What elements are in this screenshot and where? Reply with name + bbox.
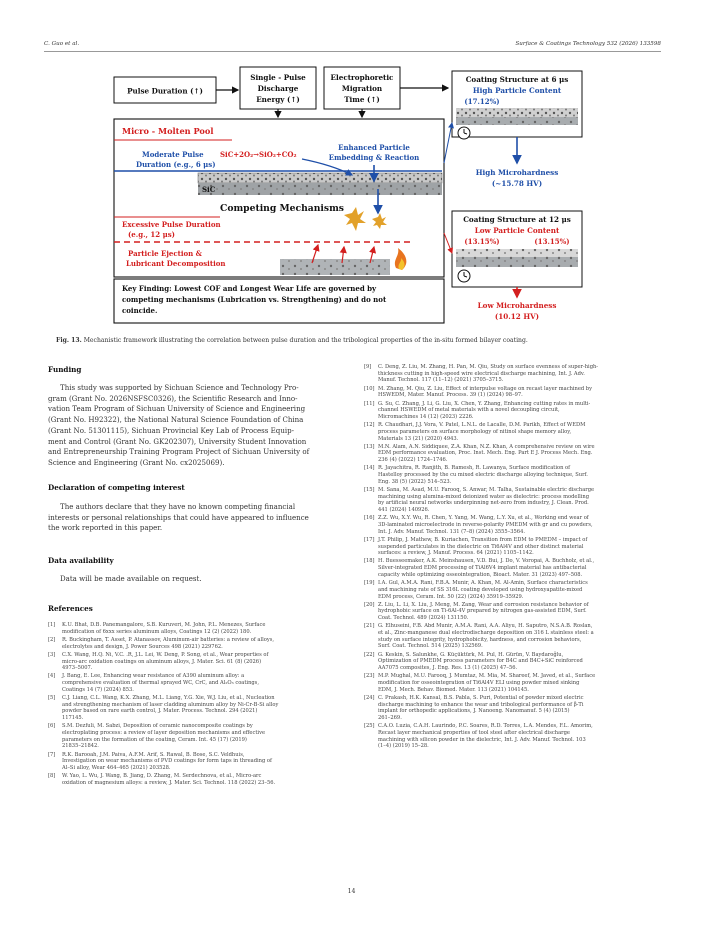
declaration-heading: Declaration of competing interest [48, 483, 185, 492]
reference-text-line: C.A.O. Luzia, C.A.H. Laurindo, P.C. Soares, R.D. Torres, L.A. Mendes, F.L. Amorim, [378, 723, 593, 730]
reference-item [364, 364, 664, 384]
svg-text:(13.15%): (13.15%) [464, 237, 500, 246]
reference-text-line: 3D-laminated microelectrode in reverse-polarity PMEDM with gr and cu powders, [378, 521, 593, 528]
reference-number: [4] [48, 673, 56, 680]
reference-number: [20] [364, 601, 375, 608]
svg-text:coincide.: coincide. [122, 306, 158, 315]
reference-item [364, 652, 664, 672]
reference-text-line: R. Jayachitra, R. Ranjith, B. Ramesh, R. Lawanya, Surface modification of [378, 465, 571, 472]
reference-text-line: Micromachines 14 (12) (2023) 2226. [378, 413, 474, 420]
header-rule [44, 51, 661, 52]
reference-text-line: 4973–5007. [62, 665, 93, 672]
svg-text:Low Particle Content: Low Particle Content [474, 226, 560, 235]
funding-heading: Funding [48, 365, 82, 374]
svg-text:Single - Pulse: Single - Pulse [250, 73, 306, 82]
references-left-column [48, 622, 348, 788]
reference-item [364, 623, 664, 650]
reference-item [48, 752, 348, 772]
reference-item [364, 580, 664, 600]
svg-text:(17.12%): (17.12%) [464, 97, 500, 106]
reference-text-line: (1–4) (2019) 15–28. [378, 743, 429, 750]
reference-text-line: Manuf. Technol. 117 (11–12) (2021) 3705–3715. [378, 377, 504, 384]
svg-text:(e.g., 12 μs): (e.g., 12 μs) [128, 230, 175, 239]
reference-text-line: machining using alumina-mixed deionized water as dielectric: process modelling [378, 493, 589, 500]
svg-text:Particle Ejection &: Particle Ejection & [128, 249, 202, 258]
reference-number: [10] [364, 385, 375, 392]
reference-text-line: 21835–21842. [62, 743, 99, 750]
reference-number: [25] [364, 723, 375, 730]
reference-text-line: and machining rate of SS 316L coating developed using hydroxyapatite-mixed [378, 586, 583, 593]
reference-text-line: Hastelloy processed by the cu mixed electric discharge alloying technique, Surf. [378, 472, 588, 479]
reference-item [48, 637, 348, 650]
reference-item [364, 515, 664, 535]
reference-text-line: modification of 6xxx series aluminum alloys, Coatings 12 (2) (2022) 180. [62, 628, 252, 635]
reference-text-line: 236 (4) (2022) 1724–1746. [378, 457, 448, 464]
svg-text:Duration (e.g., 6 μs): Duration (e.g., 6 μs) [136, 160, 216, 169]
reference-text-line: R.K. Barooah, J.M. Paiva, A.F.M. Arif, S. Rawal, B. Bose, S.C. Veldhuis, [62, 751, 245, 758]
reference-text-line: implant for orthopedic applications, J. Nanoeng. Nanomanuf. 5 (4) (2015) [378, 708, 570, 715]
reference-number: [23] [364, 673, 375, 680]
reference-text-line: powder based on rare earth control, J. Mater. Process. Technol. 294 (2021) [62, 708, 258, 715]
reference-text-line: M. Sana, M. Asad, M.U. Farooq, S. Anwar, M. Talha, Sustainable electric discharge [378, 486, 595, 493]
svg-text:Coating Structure at 12 μs: Coating Structure at 12 μs [463, 215, 571, 224]
reference-text-line: Coat. Technol. 489 (2024) 131150. [378, 615, 469, 622]
reference-text-line: by artificial neural networks underpinning net-zero from industry, J. Clean. Prod. [378, 500, 589, 507]
reference-text-line: J.T. Philip, J. Mathew, B. Kuriachen, Transition from EDM to PMEDM – impact of [378, 536, 588, 543]
reference-number: [1] [48, 622, 56, 628]
reference-text-line: K.U. Bhat, D.B. Panemangalore, S.B. Kuruveri, M. John, P.L. Menezes, Surface [62, 622, 266, 628]
reference-item [48, 652, 348, 672]
svg-text:Discharge: Discharge [257, 84, 299, 93]
reference-item [364, 723, 664, 750]
data-availability-heading: Data availability [48, 556, 114, 565]
reference-text-line: 261–269. [378, 714, 402, 721]
reference-text-line: G. Su, C. Zhang, J. Li, G. Liu, X. Chen, Y. Zhang, Enhancing cutting rates in multi- [378, 400, 591, 407]
reference-text-line: G. Keskin, S. Salunkhe, G. Küçüktürk, M. Pul, H. Gürün, V. Baydaroğlu, [378, 651, 564, 658]
reference-text-line: I.A. Gul, A.M.A. Rani, F.B.A. Munir, A. Khan, M. Al-Amin, Surface characteristics [378, 580, 588, 587]
svg-text:Moderate Pulse: Moderate Pulse [142, 150, 204, 159]
reference-text-line: discharge machining to enhance the wear and tribological performance of β-Ti [378, 701, 584, 708]
reference-text-line: oxidation of magnesium alloys: a review, J. Mater. Sci. Technol. 118 (2022) 23–56. [62, 779, 276, 786]
reference-text-line: 117145. [62, 715, 84, 722]
reference-item [48, 723, 348, 750]
reference-item [364, 537, 664, 557]
reference-text-line: parameters on the formation of the coating, Ceram. Int. 45 (17) (2019) [62, 736, 247, 743]
reference-number: [11] [364, 400, 375, 407]
running-head-authors: C. Guo et al. [44, 41, 80, 47]
svg-text:Enhanced Particle: Enhanced Particle [338, 143, 410, 152]
reference-text-line: R. Chaudhari, J.J. Vora, V. Patel, L.N.L. de Lacalle, D.M. Parikh, Effect of WEDM [378, 422, 586, 429]
reference-text-line: Recast layer mechanical properties of tool steel after electrical discharge [378, 729, 570, 736]
reference-text-line: EDM, J. Mech. Behav. Biomed. Mater. 113 (2021) 104145. [378, 686, 529, 693]
page-number: 14 [347, 888, 356, 895]
reference-number: [18] [364, 558, 375, 565]
reference-text-line: Eng. 38 (5) (2022) 514–523. [378, 478, 452, 485]
reference-text-line: Investigation on wear mechanisms of PVD coatings for form taps in threading of [62, 758, 272, 765]
references-heading: References [48, 604, 93, 613]
reference-number: [21] [364, 623, 375, 630]
svg-text:Time (↑): Time (↑) [344, 95, 380, 104]
funding-paragraph: This study was supported by Sichuan Science and Technology Pro- gram (Grant No. 2026NSFSC0326), the Scientific Research and Inno- vation Team Program of Sichuan University of Science and Engineering (Grant No. H92322), the National Natural Science Foundation of China (Grant No. 51301115), Sichuan Provincial Key Lab of Process Equip- ment and Control (Grant No. GK202307), University Student Innovation and Entrepreneurship Training Program Project of Sichuan University of Science and Engineering (Grant No. cx2025069). [48, 383, 310, 467]
svg-text:High Microhardness: High Microhardness [475, 168, 559, 177]
reference-text-line: EDM process, Ceram. Int. 50 (22) (2024) 35919–35929. [378, 593, 524, 600]
reference-number: [17] [364, 536, 375, 543]
reference-number: [7] [48, 751, 56, 758]
reference-text-line: Silver-integrated EDM processing of TiAl6V4 implant material has antibacterial [378, 565, 587, 572]
reference-text-line: surfaces: a review, J. Manuf. Process. 64 (2021) 1105–1142. [378, 550, 534, 557]
reference-text-line: process parameters on surface morphology of nitinol shape memory alloy, [378, 428, 572, 435]
reference-item [364, 602, 664, 622]
declaration-paragraph: The authors declare that they have no known competing financial interests or personal relationships that could have appeared to influence the work reported in this paper. [48, 502, 309, 533]
reference-text-line: electroplating process: a review of layer deposition mechanisms and effective [62, 730, 266, 737]
reference-text-line: EDM performance evaluation, Proc. Inst. Mech. Eng. Part E J. Process Mech. Eng. [378, 450, 593, 457]
reference-item [364, 401, 664, 421]
data-availability-text: Data will be made available on request. [60, 574, 202, 583]
reference-text-line: electrolytes and design, J. Power Sources 498 (2021) 229762. [62, 643, 223, 650]
reference-number: [19] [364, 580, 375, 587]
reference-number: [5] [48, 695, 56, 702]
reference-text-line: Coatings 14 (7) (2024) 853. [62, 686, 134, 693]
reference-item [364, 673, 664, 693]
reference-number: [12] [364, 422, 375, 429]
reference-text-line: Int. J. Adv. Manuf. Technol. 131 (7–8) (2024) 3555–3564. [378, 528, 525, 535]
svg-text:Energy (↑): Energy (↑) [256, 95, 300, 104]
reference-text-line: M.N. Alam, A.N. Siddiquee, Z.A. Khan, N.Z. Khan, A comprehensive review on wire [378, 443, 595, 450]
reference-text-line: C.J. Liang, C.L. Wang, K.X. Zhang, M.L. Liang, Y.G. Xie, W.J. Liu, et al., Nucleation [62, 695, 275, 702]
figure-13-mechanistic-framework [112, 63, 592, 331]
svg-text:(~15.78 HV): (~15.78 HV) [491, 179, 543, 188]
svg-text:Key Finding: Lowest COF and Lo: Key Finding: Lowest COF and Longest Wear Life are governed by [122, 284, 377, 293]
reference-number: [3] [48, 651, 56, 658]
reference-text-line: Al–Si alloy, Wear 464–465 (2021) 203528. [62, 765, 171, 772]
reference-text-line: Surf. Coat. Technol. 514 (2025) 132569. [378, 643, 483, 650]
reference-number: [6] [48, 723, 56, 730]
reference-text-line: Optimization of PMEDM process parameters for B4C and B4C+SiC reinforced [378, 658, 583, 665]
reference-text-line: G. Elhuseini, F.B. Abd Munir, A.M.A. Rani, A.A. Aliyu, H. Saputro, N.S.A.B. Roslan, [378, 623, 593, 630]
reference-number: [13] [364, 443, 375, 450]
svg-text:Migration: Migration [341, 84, 383, 93]
reference-item [48, 622, 348, 635]
svg-text:Low Microhardness: Low Microhardness [477, 301, 557, 310]
reference-item [364, 465, 664, 485]
reference-text-line: R. Buckingham, T. Asset, P. Atanassov, Aluminum-air batteries: a review of alloys, [62, 636, 275, 643]
reference-text-line: W. Yao, L. Wu, J. Wang, B. Jiang, D. Zhang, M. Serdechnova, et al., Micro-arc [62, 773, 262, 780]
reference-number: [2] [48, 636, 56, 643]
reference-item [364, 695, 664, 722]
reference-text-line: Z.Z. Wu, X.Y. Wu, R. Chen, Y. Yang, M. Wang, L.Y. Xu, et al., Working end wear of [378, 515, 589, 522]
reference-number: [24] [364, 694, 375, 701]
reference-item [48, 773, 348, 786]
running-head-journal: Surface & Coatings Technology 532 (2026) 133598 [515, 41, 661, 47]
reference-text-line: HSWEDM, Mater. Manuf. Process. 39 (1) (2024) 98–97. [378, 392, 523, 399]
reference-item [364, 558, 664, 578]
reference-number: [15] [364, 486, 375, 493]
svg-text:SiC: SiC [202, 185, 216, 194]
reference-text-line: and strengthening mechanism of laser cladding aluminum alloy by Ni-Cr-B-Si alloy [62, 701, 279, 708]
reference-item [364, 422, 664, 442]
reference-number: [16] [364, 515, 375, 522]
svg-text:(13.15%): (13.15%) [534, 237, 570, 246]
svg-text:Coating Structure at 6 μs: Coating Structure at 6 μs [465, 75, 569, 84]
reference-text-line: capacity while optimizing osseointegration, Bioact. Mater. 31 (2023) 497–508. [378, 571, 583, 578]
reference-item [48, 695, 348, 722]
reference-item [364, 386, 664, 399]
svg-text:Excessive Pulse Duration: Excessive Pulse Duration [122, 220, 221, 229]
reference-text-line: micro-arc oxidation coatings on aluminum alloys, J. Mater. Sci. 61 (8) (2026) [62, 658, 262, 665]
reference-item [364, 487, 664, 514]
reference-text-line: C.X. Wang, H.Q. Ni, V.C. .R, J.L. Lei, W. Deng, P. Song, et al., Wear properties of [62, 651, 269, 658]
svg-text:(10.12 HV): (10.12 HV) [494, 312, 540, 321]
pulse-duration-label: Pulse Duration (↑) [127, 86, 203, 96]
reference-text-line: comprehensive evaluation of thermal sprayed WC, CrC, and Al₂O₃ coatings, [62, 680, 259, 687]
reference-number: [22] [364, 651, 375, 658]
reference-text-line: AA7075 composites, J. Eng. Res. 13 (1) (2025) 47–56. [378, 665, 518, 672]
reference-text-line: M.P. Mughal, M.U. Farooq, J. Mumtaz, M. Mia, M. Shareef, M. Javed, et al., Surface [378, 673, 596, 680]
reference-text-line: modification for osseointegration of Ti6Al4V ELI using powder mixed sinking [378, 679, 580, 686]
reference-text-line: thickness cutting in high-speed wire electrical discharge machining, Int. J. Adv. [378, 370, 585, 377]
reference-text-line: J. Bang, E. Lee, Enhancing wear resistance of A390 aluminum alloy: a [62, 673, 245, 680]
reference-text-line: S.M. Dezfuli, M. Sabzi, Deposition of ceramic nanocomposite coatings by [62, 723, 253, 730]
reference-number: [14] [364, 465, 375, 472]
reference-text-line: M. Zhang, M. Qiu, Z. Liu, Effect of interpulse voltage on recast layer machined by [378, 385, 592, 392]
reaction-equation: SiC+2O₂→SiO₂+CO₂ [220, 150, 297, 159]
reference-text-line: C. Prakash, H.K. Kansal, B.S. Pabla, S. Puri, Potential of powder mixed electric [378, 694, 584, 701]
reference-item [48, 673, 348, 693]
reference-text-line: suspended particulates in the dielectric on Ti6Al4V and other distinct material [378, 543, 584, 550]
reference-text-line: machining with silicon powder in the dielectric, Int. J. Adv. Manuf. Technol. 103 [378, 736, 586, 743]
reference-text-line: C. Deng, Z. Liu, M. Zhang, H. Pan, M. Qiu, Study on surface evenness of super-high- [378, 364, 599, 370]
reference-text-line: Z. Liu, L. Li, X. Liu, J. Meng, M. Zang, Wear and corrosion resistance behavior of [378, 601, 589, 608]
reference-text-line: study on surface integrity, hydrophobicity, hardness, and corrosion behaviors, [378, 636, 582, 643]
pool-title: Micro - Molten Pool [122, 126, 214, 136]
reference-text-line: channel HSWEDM of metal materials with a novel decoupling circuit, [378, 407, 560, 414]
svg-text:competing mechanisms (Lubricat: competing mechanisms (Lubrication vs. Strengthening) and do not [122, 295, 387, 304]
svg-text:Lubricant Decomposition: Lubricant Decomposition [126, 259, 226, 268]
reference-text-line: H. Buesseemaker, A.K. Meinshausen, V.D. Bui, J. Do, V. Voropai, A. Buchholz, et al., [378, 558, 595, 565]
reference-number: [9] [364, 364, 372, 370]
figure-caption: Fig. 13. Mechanistic framework illustrating the correlation between pulse duration and the tribological properties of the in-situ formed bilayer coating. [56, 337, 528, 344]
reference-text-line: Materials 13 (21) (2020) 4943. [378, 435, 459, 442]
svg-text:High Particle Content: High Particle Content [472, 86, 562, 95]
reference-text-line: hydrophobic surface on Ti-6Al-4V prepared by nitrogen gas-assisted EDM, Surf. [378, 608, 587, 615]
competing-mechanisms-label: Competing Mechanisms [220, 203, 344, 214]
reference-item [364, 444, 664, 464]
svg-text:Electrophoretic: Electrophoretic [330, 73, 394, 82]
reference-number: [8] [48, 773, 56, 780]
reference-text-line: et al., Zinc-manganese dual electrodischarge deposition on 316 L stainless steel: a [378, 630, 594, 637]
svg-text:Embedding & Reaction: Embedding & Reaction [328, 153, 420, 162]
reference-text-line: 441 (2024) 140926. [378, 507, 430, 514]
references-right-column [364, 364, 664, 751]
